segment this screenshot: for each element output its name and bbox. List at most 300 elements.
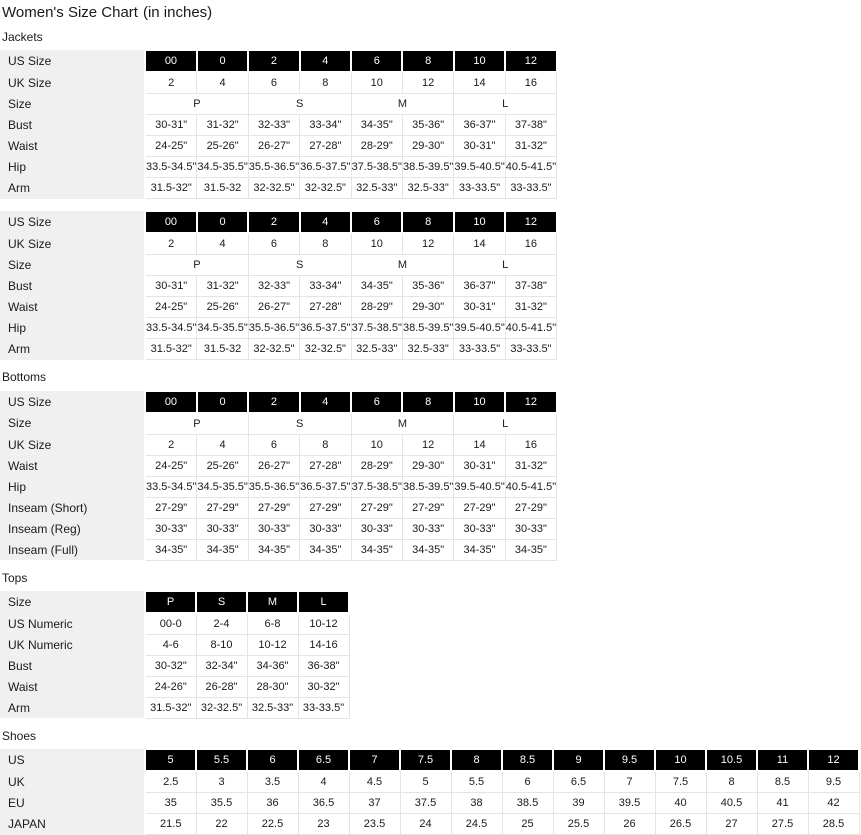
row-label: Size (0, 413, 145, 435)
size-header-cell: 12 (505, 391, 556, 413)
size-header-cell: 9 (553, 749, 604, 771)
size-header-cell: 4 (300, 211, 351, 233)
size-value-cell: 39.5-40.5" (454, 318, 505, 339)
size-value-cell: 34-35" (351, 276, 402, 297)
size-value-cell: 6 (248, 233, 299, 255)
size-value-cell: 38 (451, 793, 502, 814)
table-row (0, 697, 349, 718)
size-value-cell: 30-31" (145, 276, 197, 297)
size-value-cell: 12 (402, 233, 453, 255)
size-value-cell: 33.5-34.5" (145, 476, 197, 497)
size-value-cell: 39.5-40.5" (454, 476, 505, 497)
size-value-cell: 36-38" (298, 655, 349, 676)
size-header-cell: 6 (247, 749, 298, 771)
table-row (0, 613, 349, 635)
size-header-cell: 5.5 (196, 749, 247, 771)
size-value-cell: 27-28" (300, 136, 351, 157)
size-header-cell: 0 (197, 391, 248, 413)
size-value-cell: 39 (553, 793, 604, 814)
size-value-cell: 4 (298, 771, 349, 793)
size-value-cell: 30-33" (300, 518, 351, 539)
size-value-cell: 32-32.5" (248, 178, 299, 199)
size-header-cell: 4 (300, 50, 351, 72)
size-value-cell: 29-30" (402, 297, 453, 318)
size-value-cell: 34.5-35.5" (197, 157, 248, 178)
size-value-cell: 39.5 (604, 793, 655, 814)
table-row (0, 72, 557, 94)
size-value-cell: 30-31" (454, 297, 505, 318)
size-header-cell: 7.5 (400, 749, 451, 771)
size-value-cell: 33-33.5" (298, 697, 349, 718)
size-value-cell: 34-35" (351, 115, 402, 136)
size-value-cell: 34-35" (300, 539, 351, 560)
size-value-cell: 33-33.5" (454, 178, 505, 199)
table-row (0, 255, 557, 276)
table-row (0, 178, 557, 199)
size-value-cell: 27-29" (300, 497, 351, 518)
size-value-cell: 16 (505, 434, 556, 455)
size-value-cell: 27-28" (300, 297, 351, 318)
size-value-cell: 8.5 (757, 771, 808, 793)
size-value-cell: 25-26" (197, 297, 248, 318)
page-title-text: Women's Size Chart (2, 4, 138, 21)
size-value-cell: 8 (300, 233, 351, 255)
size-value-cell: 33.5-34.5" (145, 318, 197, 339)
size-value-cell: 9.5 (808, 771, 859, 793)
size-value-cell: 4-6 (145, 634, 196, 655)
row-label: US (0, 749, 145, 771)
size-value-cell: 37 (349, 793, 400, 814)
size-value-cell: 34.5-35.5" (197, 318, 248, 339)
size-value-cell: 10-12 (298, 613, 349, 635)
size-header-cell: 6 (351, 50, 402, 72)
table-row (0, 771, 859, 793)
row-label: Arm (0, 697, 145, 718)
row-label: Inseam (Reg) (0, 518, 145, 539)
size-value-cell: 32-32.5" (300, 339, 351, 360)
table-row (0, 634, 349, 655)
size-value-cell: 32.5-33" (351, 339, 402, 360)
row-label: Inseam (Short) (0, 497, 145, 518)
row-label: Size (0, 94, 145, 115)
size-value-cell: 36.5 (298, 793, 349, 814)
size-value-cell: 3 (196, 771, 247, 793)
size-value-cell: 14 (454, 434, 505, 455)
size-value-cell: P (145, 413, 248, 435)
size-value-cell: 34-35" (505, 539, 556, 560)
size-header-cell: 12 (808, 749, 859, 771)
size-value-cell: 27-29" (248, 497, 299, 518)
size-value-cell: 26-27" (248, 136, 299, 157)
row-label: Waist (0, 136, 145, 157)
row-label: UK Size (0, 434, 145, 455)
size-value-cell: 25-26" (197, 455, 248, 476)
table-row (0, 655, 349, 676)
size-value-cell: 8 (300, 72, 351, 94)
size-value-cell: 34.5-35.5" (197, 476, 248, 497)
size-header-cell: 10 (454, 391, 505, 413)
size-value-cell: 10 (351, 233, 402, 255)
size-value-cell: 30-31" (454, 136, 505, 157)
table-row (0, 391, 557, 413)
size-value-cell: 35.5-36.5" (248, 476, 299, 497)
size-value-cell: 27-29" (351, 497, 402, 518)
size-value-cell: 31.5-32" (145, 339, 197, 360)
size-value-cell: 30-31" (145, 115, 197, 136)
size-header-cell: 00 (145, 391, 197, 413)
table-row (0, 136, 557, 157)
size-header-cell: 6.5 (298, 749, 349, 771)
size-value-cell: 40.5 (706, 793, 757, 814)
bottoms-table (0, 390, 558, 561)
size-value-cell: 38.5-39.5" (402, 476, 453, 497)
size-header-cell: 0 (197, 50, 248, 72)
row-label: Size (0, 591, 145, 613)
size-value-cell: 26.5 (655, 814, 706, 835)
row-label: UK Size (0, 233, 145, 255)
section-label-tops: Tops (2, 570, 28, 585)
jackets-table-2 (0, 210, 558, 360)
size-value-cell: P (145, 94, 248, 115)
size-value-cell: 30-33" (351, 518, 402, 539)
size-header-cell: 9.5 (604, 749, 655, 771)
table-row (0, 157, 557, 178)
size-header-cell: 12 (505, 211, 556, 233)
size-value-cell: 10 (351, 72, 402, 94)
size-value-cell: 32.5-33" (247, 697, 298, 718)
size-value-cell: 8-10 (196, 634, 247, 655)
size-value-cell: 36.5-37.5" (300, 318, 351, 339)
size-value-cell: 6.5 (553, 771, 604, 793)
size-header-cell: 10.5 (706, 749, 757, 771)
size-value-cell: 34-35" (402, 539, 453, 560)
size-header-cell: 2 (248, 50, 299, 72)
size-value-cell: S (248, 94, 351, 115)
size-value-cell: 36.5-37.5" (300, 157, 351, 178)
size-value-cell: 10-12 (247, 634, 298, 655)
size-header-cell: S (196, 591, 247, 613)
size-value-cell: 34-35" (454, 539, 505, 560)
size-value-cell: 30-33" (454, 518, 505, 539)
size-header-cell: 0 (197, 211, 248, 233)
tops-table (0, 590, 350, 719)
table-row (0, 676, 349, 697)
size-value-cell: 36-37" (454, 115, 505, 136)
size-header-cell: 00 (145, 50, 197, 72)
size-value-cell: 8 (300, 434, 351, 455)
size-value-cell: 25-26" (197, 136, 248, 157)
size-value-cell: 26-28" (196, 676, 247, 697)
table-row (0, 497, 557, 518)
size-value-cell: 34-35" (197, 539, 248, 560)
table-row (0, 749, 859, 771)
size-value-cell: 38.5-39.5" (402, 157, 453, 178)
shoes-table (0, 748, 860, 835)
size-value-cell: 3.5 (247, 771, 298, 793)
size-value-cell: L (454, 255, 557, 276)
size-header-cell: L (298, 591, 349, 613)
size-value-cell: 6 (248, 72, 299, 94)
size-header-cell: 8 (402, 50, 453, 72)
size-value-cell: L (454, 413, 557, 435)
size-value-cell: 37.5-38.5" (351, 318, 402, 339)
size-value-cell: 35-36" (402, 276, 453, 297)
size-value-cell: 28-29" (351, 455, 402, 476)
row-label: Hip (0, 318, 145, 339)
table-row (0, 50, 557, 72)
size-value-cell: 30-33" (248, 518, 299, 539)
size-value-cell: 32-32.5" (196, 697, 247, 718)
size-value-cell: 32.5-33" (402, 339, 453, 360)
row-label: Bust (0, 115, 145, 136)
size-value-cell: 31-32" (197, 276, 248, 297)
table-row (0, 211, 557, 233)
size-value-cell: 36.5-37.5" (300, 476, 351, 497)
size-value-cell: 37-38" (505, 115, 556, 136)
table-row (0, 814, 859, 835)
table-row (0, 276, 557, 297)
table-row (0, 793, 859, 814)
row-label: UK Size (0, 72, 145, 94)
size-value-cell: 28-29" (351, 136, 402, 157)
size-value-cell: 14 (454, 72, 505, 94)
size-value-cell: 24.5 (451, 814, 502, 835)
size-value-cell: P (145, 255, 248, 276)
section-jackets (0, 30, 861, 360)
size-value-cell: 32-34" (196, 655, 247, 676)
row-label: Arm (0, 178, 145, 199)
size-value-cell: 31-32" (505, 297, 556, 318)
size-value-cell: 35.5 (196, 793, 247, 814)
size-value-cell: 30-32" (145, 655, 196, 676)
size-value-cell: 31-32" (197, 115, 248, 136)
page-title-unit: (in inches) (142, 4, 213, 21)
size-value-cell: 32.5-33" (351, 178, 402, 199)
row-label: JAPAN (0, 814, 145, 835)
size-value-cell: 2 (145, 434, 197, 455)
size-value-cell: 12 (402, 434, 453, 455)
row-label: Hip (0, 476, 145, 497)
size-value-cell: 2 (145, 233, 197, 255)
size-header-cell: 2 (248, 391, 299, 413)
size-header-cell: 8 (451, 749, 502, 771)
row-label: Inseam (Full) (0, 539, 145, 560)
size-value-cell: M (351, 255, 454, 276)
size-value-cell: 14-16 (298, 634, 349, 655)
size-value-cell: 34-36" (247, 655, 298, 676)
size-header-cell: 12 (505, 50, 556, 72)
size-value-cell: L (454, 94, 557, 115)
table-row (0, 518, 557, 539)
row-label: Waist (0, 455, 145, 476)
size-value-cell: 34-35" (145, 539, 197, 560)
size-value-cell: 00-0 (145, 613, 196, 635)
row-label: US Size (0, 50, 145, 72)
size-value-cell: 39.5-40.5" (454, 157, 505, 178)
size-value-cell: 42 (808, 793, 859, 814)
size-value-cell: 6-8 (247, 613, 298, 635)
size-value-cell: 5 (400, 771, 451, 793)
size-header-cell: P (145, 591, 196, 613)
size-value-cell: 32.5-33" (402, 178, 453, 199)
size-value-cell: 37.5-38.5" (351, 476, 402, 497)
size-value-cell: 37-38" (505, 276, 556, 297)
size-header-cell: 6 (351, 211, 402, 233)
row-label: UK (0, 771, 145, 793)
size-value-cell: 5.5 (451, 771, 502, 793)
size-value-cell: 4.5 (349, 771, 400, 793)
size-value-cell: 27 (706, 814, 757, 835)
size-value-cell: 12 (402, 72, 453, 94)
size-value-cell: 32-32.5" (300, 178, 351, 199)
row-label: Arm (0, 339, 145, 360)
size-value-cell: 24-25" (145, 136, 197, 157)
size-value-cell: 33-33.5" (505, 178, 556, 199)
table-row (0, 233, 557, 255)
size-value-cell: 38.5-39.5" (402, 318, 453, 339)
size-value-cell: 30-33" (402, 518, 453, 539)
size-value-cell: 8 (706, 771, 757, 793)
size-value-cell: 27.5 (757, 814, 808, 835)
size-value-cell: 37.5-38.5" (351, 157, 402, 178)
table-row (0, 476, 557, 497)
size-value-cell: 7 (604, 771, 655, 793)
row-label: Bust (0, 655, 145, 676)
size-value-cell: 4 (197, 434, 248, 455)
size-value-cell: 23 (298, 814, 349, 835)
table-row (0, 455, 557, 476)
size-value-cell: 4 (197, 72, 248, 94)
size-value-cell: 24-25" (145, 297, 197, 318)
size-value-cell: 33.5-34.5" (145, 157, 197, 178)
size-value-cell: 32-33" (248, 115, 299, 136)
size-value-cell: 6 (248, 434, 299, 455)
size-value-cell: M (351, 413, 454, 435)
size-value-cell: 22 (196, 814, 247, 835)
size-value-cell: 26 (604, 814, 655, 835)
size-value-cell: 40 (655, 793, 706, 814)
size-header-cell: 11 (757, 749, 808, 771)
size-value-cell: 21.5 (145, 814, 196, 835)
size-value-cell: 6 (502, 771, 553, 793)
size-value-cell: 36-37" (454, 276, 505, 297)
size-value-cell: 16 (505, 72, 556, 94)
row-label: Size (0, 255, 145, 276)
size-value-cell: 34-35" (351, 539, 402, 560)
size-value-cell: 27-29" (402, 497, 453, 518)
row-label: US Numeric (0, 613, 145, 635)
row-label: Hip (0, 157, 145, 178)
size-value-cell: 30-33" (505, 518, 556, 539)
size-value-cell: 27-29" (505, 497, 556, 518)
size-value-cell: 10 (351, 434, 402, 455)
section-label-shoes: Shoes (2, 728, 37, 743)
size-header-cell: 8 (402, 211, 453, 233)
page-title (2, 4, 861, 23)
table-row (0, 297, 557, 318)
size-header-cell: 4 (300, 391, 351, 413)
size-value-cell: 31-32" (505, 455, 556, 476)
size-value-cell: 30-33" (145, 518, 197, 539)
size-value-cell: 24 (400, 814, 451, 835)
size-value-cell: S (248, 255, 351, 276)
table-row (0, 318, 557, 339)
size-value-cell: 35-36" (402, 115, 453, 136)
size-value-cell: 37.5 (400, 793, 451, 814)
size-value-cell: 14 (454, 233, 505, 255)
size-value-cell: 2-4 (196, 613, 247, 635)
section-shoes (0, 729, 861, 835)
table-row (0, 94, 557, 115)
size-header-cell: 00 (145, 211, 197, 233)
size-value-cell: 27-29" (145, 497, 197, 518)
size-value-cell: 41 (757, 793, 808, 814)
size-value-cell: 35 (145, 793, 196, 814)
size-value-cell: 29-30" (402, 455, 453, 476)
size-value-cell: 27-28" (300, 455, 351, 476)
size-value-cell: 35.5-36.5" (248, 318, 299, 339)
size-value-cell: 31.5-32 (197, 178, 248, 199)
size-value-cell: 35.5-36.5" (248, 157, 299, 178)
size-value-cell: 31.5-32" (145, 178, 197, 199)
section-label-jackets: Jackets (2, 29, 43, 44)
size-value-cell: 28-29" (351, 297, 402, 318)
size-value-cell: 36 (247, 793, 298, 814)
jackets-table-1 (0, 49, 558, 199)
size-header-cell: 2 (248, 211, 299, 233)
size-header-cell: 10 (655, 749, 706, 771)
size-value-cell: 34-35" (248, 539, 299, 560)
size-value-cell: 2 (145, 72, 197, 94)
size-value-cell: 25 (502, 814, 553, 835)
size-value-cell: 23.5 (349, 814, 400, 835)
size-value-cell: 40.5-41.5" (505, 476, 556, 497)
size-value-cell: S (248, 413, 351, 435)
table-row (0, 115, 557, 136)
size-header-cell: 10 (454, 211, 505, 233)
row-label: US Size (0, 391, 145, 413)
size-value-cell: 27-29" (454, 497, 505, 518)
size-value-cell: 29-30" (402, 136, 453, 157)
section-bottoms (0, 370, 861, 560)
size-value-cell: 31-32" (505, 136, 556, 157)
size-value-cell: 28-30" (247, 676, 298, 697)
size-header-cell: 8.5 (502, 749, 553, 771)
size-value-cell: 28.5 (808, 814, 859, 835)
size-value-cell: 22.5 (247, 814, 298, 835)
size-header-cell: 10 (454, 50, 505, 72)
size-value-cell: 30-33" (197, 518, 248, 539)
size-value-cell: 32-32.5" (248, 339, 299, 360)
size-value-cell: 33-34" (300, 115, 351, 136)
size-value-cell: 24-26" (145, 676, 196, 697)
size-value-cell: 27-29" (197, 497, 248, 518)
table-row (0, 539, 557, 560)
row-label: UK Numeric (0, 634, 145, 655)
table-row (0, 339, 557, 360)
size-value-cell: 26-27" (248, 297, 299, 318)
row-label: EU (0, 793, 145, 814)
size-value-cell: 38.5 (502, 793, 553, 814)
table-row (0, 591, 349, 613)
size-value-cell: 33-33.5" (505, 339, 556, 360)
size-value-cell: 33-33.5" (454, 339, 505, 360)
size-header-cell: 6 (351, 391, 402, 413)
size-header-cell: 7 (349, 749, 400, 771)
size-value-cell: 32-33" (248, 276, 299, 297)
size-value-cell: 40.5-41.5" (505, 157, 556, 178)
table-row (0, 413, 557, 435)
